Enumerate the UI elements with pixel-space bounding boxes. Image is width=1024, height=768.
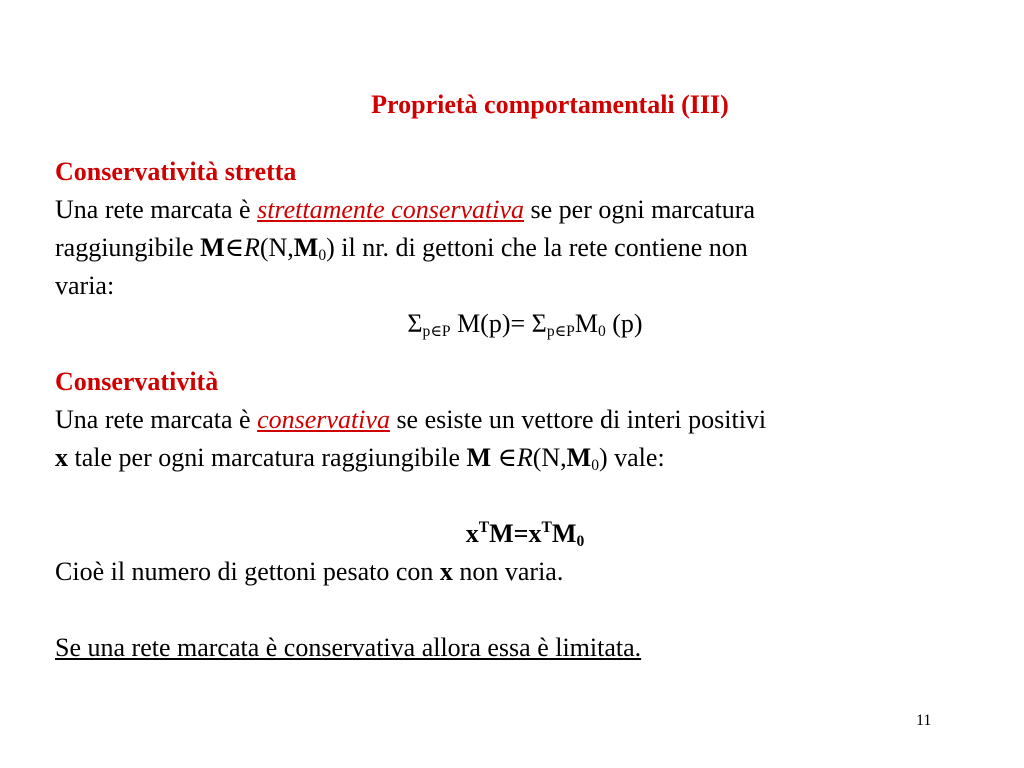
strict-formula xyxy=(55,305,995,343)
subscript: 0 xyxy=(591,457,599,474)
superscript: T xyxy=(541,519,552,536)
text: M(p)= xyxy=(450,309,532,338)
text: tale per ogni marcatura raggiungibile xyxy=(68,443,467,472)
text: Cioè il numero di gettoni pesato con xyxy=(55,557,440,586)
subscript: 0 xyxy=(597,323,606,340)
sigma-symbol: Σ xyxy=(407,309,423,338)
conservative-definition-line-1 xyxy=(55,401,995,439)
vector-symbol: x xyxy=(439,557,453,586)
text: Una rete marcata è xyxy=(55,405,258,434)
initial-marking-symbol: M xyxy=(293,233,319,262)
text: ) vale: xyxy=(598,443,665,472)
text: (N, xyxy=(532,443,567,472)
conservative-explanation xyxy=(55,553,995,591)
text: x xyxy=(465,519,479,548)
superscript: T xyxy=(478,519,490,536)
text: M xyxy=(551,519,577,548)
strict-definition-line-1 xyxy=(55,191,995,229)
page-number: 11 xyxy=(916,712,932,729)
conservative-formula xyxy=(55,515,995,553)
spacer xyxy=(55,477,995,515)
text: Una rete marcata è xyxy=(55,195,258,224)
marking-symbol: M xyxy=(466,443,492,472)
initial-marking-symbol: M xyxy=(566,443,592,472)
term-strictly-conservative: strettamente conservativa xyxy=(257,195,524,224)
text: M=x xyxy=(489,519,542,548)
reachability-set-symbol: R xyxy=(243,233,260,262)
vector-symbol: x xyxy=(55,443,68,472)
subscript: 0 xyxy=(576,533,585,550)
slide-body xyxy=(55,153,995,667)
strict-definition-line-3: varia: xyxy=(55,271,115,300)
section-heading-strict-conservativity: Conservatività stretta xyxy=(55,157,297,186)
text: M xyxy=(574,309,598,338)
subscript: p∈P xyxy=(546,323,575,340)
conservative-definition-line-2 xyxy=(55,439,995,477)
spacer xyxy=(55,343,995,363)
text: se per ogni marcatura xyxy=(524,195,756,224)
strict-definition-line-2 xyxy=(55,229,995,267)
spacer xyxy=(55,591,995,629)
term-conservative: conservativa xyxy=(257,405,390,434)
text: (p) xyxy=(605,309,643,338)
subscript: 0 xyxy=(318,247,327,264)
conclusion xyxy=(55,629,995,667)
text: se esiste un vettore di interi positivi xyxy=(389,405,767,434)
marking-symbol: M xyxy=(200,233,225,262)
reachability-set-symbol: R xyxy=(516,443,533,472)
text: ) il nr. di gettoni che la rete contiene non xyxy=(326,233,748,262)
element-of-symbol: ∈ xyxy=(224,233,244,262)
slide-title: Proprietà comportamentali (III) xyxy=(371,90,729,119)
conclusion-text: Se una rete marcata è conservativa allora essa è limitata. xyxy=(55,633,642,662)
text: (N, xyxy=(259,233,294,262)
text: non varia. xyxy=(452,557,564,586)
text: raggiungibile xyxy=(55,233,201,262)
section-heading-conservativity: Conservatività xyxy=(55,367,219,396)
element-of-symbol: ∈ xyxy=(491,443,517,472)
sigma-symbol: Σ xyxy=(531,309,547,338)
subscript: p∈P xyxy=(422,323,451,340)
